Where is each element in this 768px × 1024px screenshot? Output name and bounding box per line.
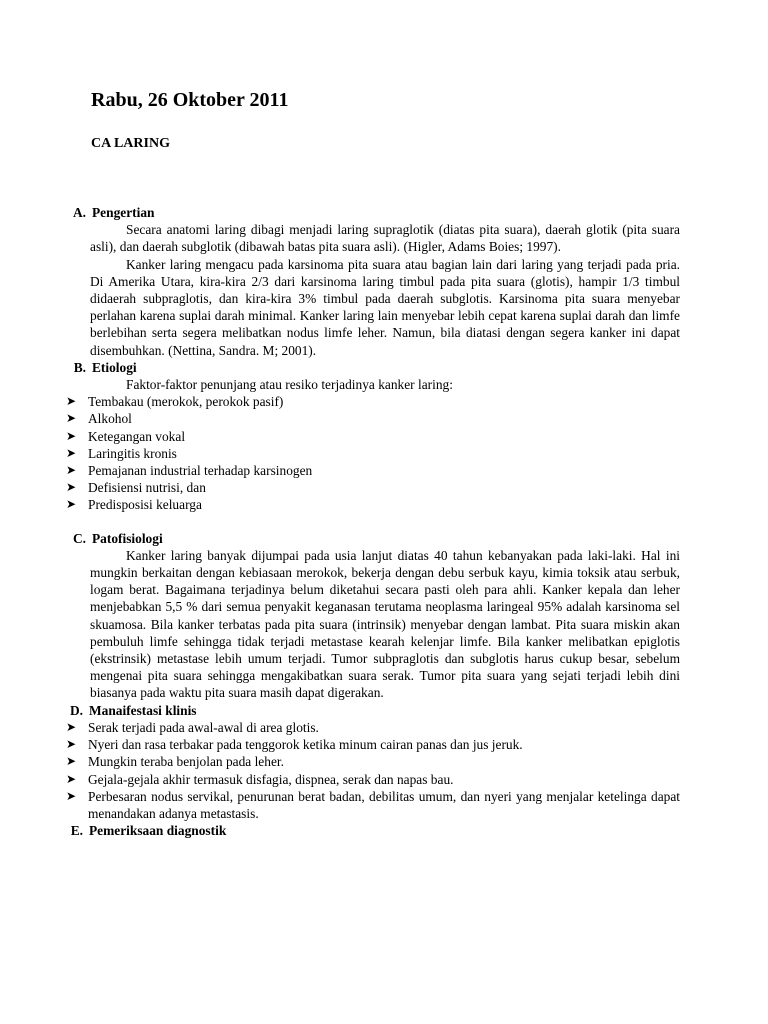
section-d-title: Manaifestasi klinis — [89, 702, 197, 718]
arrowhead-bullet-icon: ➤ — [66, 394, 77, 409]
list-item: ➤ Laringitis kronis — [66, 445, 177, 461]
section-b-heading — [66, 359, 680, 376]
section-d-letter: D. — [69, 702, 83, 718]
list-item: ➤ Tembakau (merokok, perokok pasif) — [66, 394, 284, 410]
section-b-intro: Faktor-faktor penunjang atau resiko terjadinya kanker laring: — [126, 377, 453, 393]
list-item: ➤ Gejala-gejala akhir termasuk disfagia, dispnea, serak dan napas bau. — [66, 771, 454, 787]
section-d-list — [66, 719, 680, 822]
section-a-paragraph-1: Secara anatomi laring dibagi menjadi laring supraglotik (diatas pita suara), daerah glotik (pita suara asli), dan daerah subglotik (dibawah batas pita suara asli). (Higler, Adams Boies; 1997). — [90, 222, 680, 255]
list-item: ➤ Pemajanan industrial terhadap karsinogen — [66, 463, 313, 479]
arrowhead-bullet-icon: ➤ — [66, 771, 77, 786]
section-c-heading — [66, 530, 680, 547]
arrowhead-bullet-icon: ➤ — [66, 411, 77, 426]
list-item: ➤ Perbesaran nodus servikal, penurunan berat badan, debilitas umum, dan nyeri yang menjalar ketelinga dapat menandakan adanya metastasis. — [66, 788, 680, 821]
list-item: ➤ Alkohol — [66, 411, 132, 427]
document-date: Rabu, 26 Oktober 2011 — [91, 89, 289, 111]
arrowhead-bullet-icon: ➤ — [66, 754, 77, 769]
section-e-heading — [63, 822, 680, 839]
list-item: ➤ Serak terjadi pada awal-awal di area glotis. — [66, 719, 319, 735]
section-e-title: Pemeriksaan diagnostik — [89, 823, 227, 839]
list-item: ➤ Nyeri dan rasa terbakar pada tenggorok ketika minum cairan panas dan jus jeruk. — [66, 737, 523, 753]
arrowhead-bullet-icon: ➤ — [66, 497, 77, 512]
arrowhead-bullet-icon: ➤ — [66, 428, 77, 443]
section-b-title: Etiologi — [92, 359, 137, 375]
list-item: ➤ Mungkin teraba benjolan pada leher. — [66, 754, 284, 770]
arrowhead-bullet-icon: ➤ — [66, 463, 77, 478]
arrowhead-bullet-icon: ➤ — [66, 480, 77, 495]
section-a-heading — [66, 204, 680, 221]
arrowhead-bullet-icon: ➤ — [66, 788, 77, 803]
document-title: CA LARING — [91, 136, 170, 151]
section-a-paragraph-2: Kanker laring mengacu pada karsinoma pita suara atau bagian lain dari laring yang terjadi pada pria. Di Amerika Utara, kira-kira 2/3 dari karsinoma laring timbul pada pita suara (glotis), hampir 1/3 timbul didaerah subpraglotis, dan kira-kira 3% timbul pada daerah subglotis. Karsinoma pita suara menyebar perlahan karena suplai darah minimal. Kanker laring lain menyebar lebih cepat karena suplai darah dan limfe berlebihan serta segera melibatkan nodus limfe leher. Namun, bila diatasi dengan segera kanker ini dapat disembuhkan. (Nettina, Sandra. M; 2001). — [90, 256, 680, 358]
section-a-title: Pengertian — [92, 205, 155, 220]
section-c-letter: C. — [72, 530, 86, 546]
section-c-title: Patofisiologi — [92, 530, 163, 546]
arrowhead-bullet-icon: ➤ — [66, 445, 77, 460]
document-body — [66, 204, 680, 839]
section-d-heading — [63, 702, 680, 719]
spacer — [66, 514, 680, 530]
list-item: ➤ Ketegangan vokal — [66, 428, 186, 444]
section-c-paragraph: Kanker laring banyak dijumpai pada usia lanjut diatas 40 tahun kebanyakan pada laki-laki. Hal ini mungkin berkaitan dengan kebiasaan merokok, bekerja dengan debu serbuk kayu, kimia toksik atau serbuk, logam berat. Bagaimana terjadinya belum diketahui secara pasti oleh para ahli. Kanker kepala dan leher menjebabkan 5,5 % dari semua penyakit keganasan terutama neoplasma laringeal 95% adalah karsinoma sel skuamosa. Bila kanker terbatas pada pita suara (intrinsik) menyebar dengan lambat. Pita suara miskin akan pembuluh limfe sehingga tidak terjadi metastase kearah kelenjar limfe. Bila kanker melibatkan epiglotis (ekstrinsik) metastase lebih umum terjadi. Tumor subpraglotis dan subglotis harus cukup besar, sebelum mengenai pita suara sehingga mengakibatkan suara serak. Tumor pita suara yang sejati terjadi lebih dini biasanya pada waktu pita suara masih dapat digerakan. — [90, 547, 680, 701]
arrowhead-bullet-icon: ➤ — [66, 719, 77, 734]
list-item: ➤ Defisiensi nutrisi, dan — [66, 480, 206, 496]
section-e-letter: E. — [70, 823, 83, 839]
list-item: ➤ Predisposisi keluarga — [66, 497, 202, 513]
arrowhead-bullet-icon: ➤ — [66, 737, 77, 752]
section-b-list — [66, 393, 680, 513]
section-b-letter: B. — [73, 359, 86, 375]
section-a-letter: A. — [72, 205, 86, 220]
